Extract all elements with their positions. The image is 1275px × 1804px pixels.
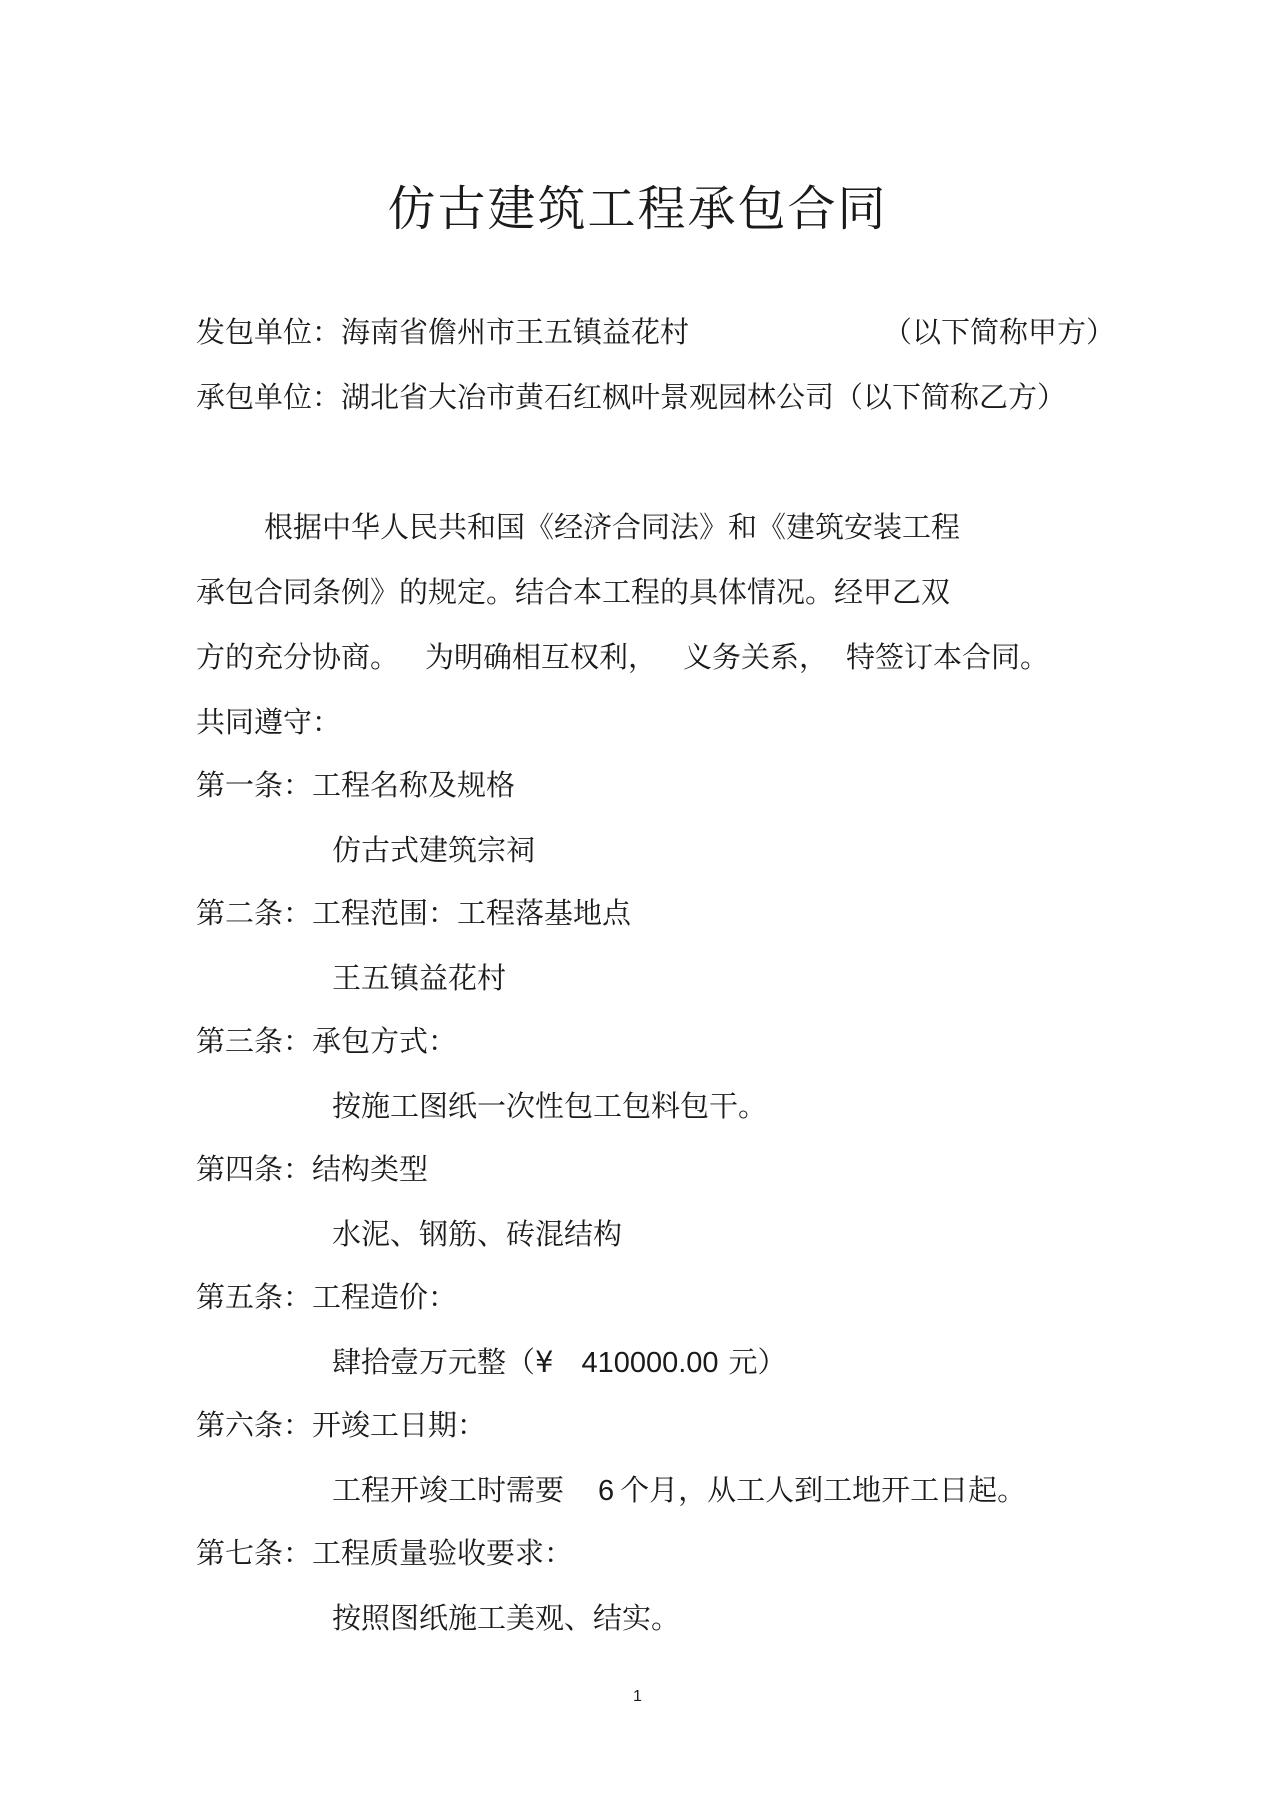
article-1-heading: 第一条：工程名称及规格 <box>196 768 516 802</box>
contract-amount: 410000.00 <box>581 1347 719 1379</box>
issuer-label: 发包单位： <box>196 315 342 349</box>
article-5-heading: 第五条：工程造价： <box>196 1280 458 1314</box>
preamble-line-3-b: 为明确相互权利， <box>425 640 658 674</box>
preamble-line-3-a: 方的充分协商。 <box>196 640 400 674</box>
issuer-abbr: （以下简称甲方） <box>883 315 1116 349</box>
preamble-line-3-d: 特签订本合同。 <box>846 640 1050 674</box>
preamble-line-1: 根据中华人民共和国《经济合同法》和《建筑安装工程 <box>264 510 961 544</box>
article-6-body-b: 个月，从工人到工地开工日起。 <box>620 1473 1027 1507</box>
receiver-label: 承包单位： <box>196 380 342 414</box>
preamble-line-3 <box>196 637 1049 677</box>
article-7-heading: 第七条：工程质量验收要求： <box>196 1536 574 1570</box>
preamble-line-3-c: 义务关系， <box>683 640 829 674</box>
page-number: 1 <box>633 1688 642 1705</box>
document-title: 仿古建筑工程承包合同 <box>387 181 888 237</box>
article-5-body-a: 肆拾壹万元整（¥ <box>332 1345 554 1379</box>
article-3-heading: 第三条：承包方式： <box>196 1024 458 1058</box>
receiver-line <box>196 377 1066 417</box>
article-2-body: 王五镇益花村 <box>332 961 507 995</box>
preamble-line-2: 承包合同条例》的规定。结合本工程的具体情况。经甲乙双 <box>196 575 951 609</box>
article-3-body: 按施工图纸一次性包工包料包干。 <box>332 1089 768 1123</box>
article-4-body: 水泥、钢筋、砖混结构 <box>332 1217 623 1251</box>
duration-months: 6 <box>598 1475 615 1507</box>
article-6-body-a: 工程开竣工时需要 <box>332 1473 565 1507</box>
article-5-body <box>332 1342 787 1383</box>
article-7-body: 按照图纸施工美观、结实。 <box>332 1601 681 1635</box>
article-6-heading: 第六条：开竣工日期： <box>196 1408 487 1442</box>
article-6-body <box>332 1470 1026 1511</box>
article-1-body: 仿古式建筑宗祠 <box>332 833 536 867</box>
receiver-value: 湖北省大冶市黄石红枫叶景观园林公司（以下简称乙方） <box>341 380 1067 414</box>
issuer-value: 海南省儋州市王五镇益花村 <box>341 315 690 349</box>
issuer-line <box>196 312 689 352</box>
article-2-heading: 第二条：工程范围：工程落基地点 <box>196 896 632 930</box>
article-5-body-b: 元） <box>728 1345 787 1379</box>
article-4-heading: 第四条：结构类型 <box>196 1152 429 1186</box>
preamble-line-4: 共同遵守： <box>196 705 342 739</box>
